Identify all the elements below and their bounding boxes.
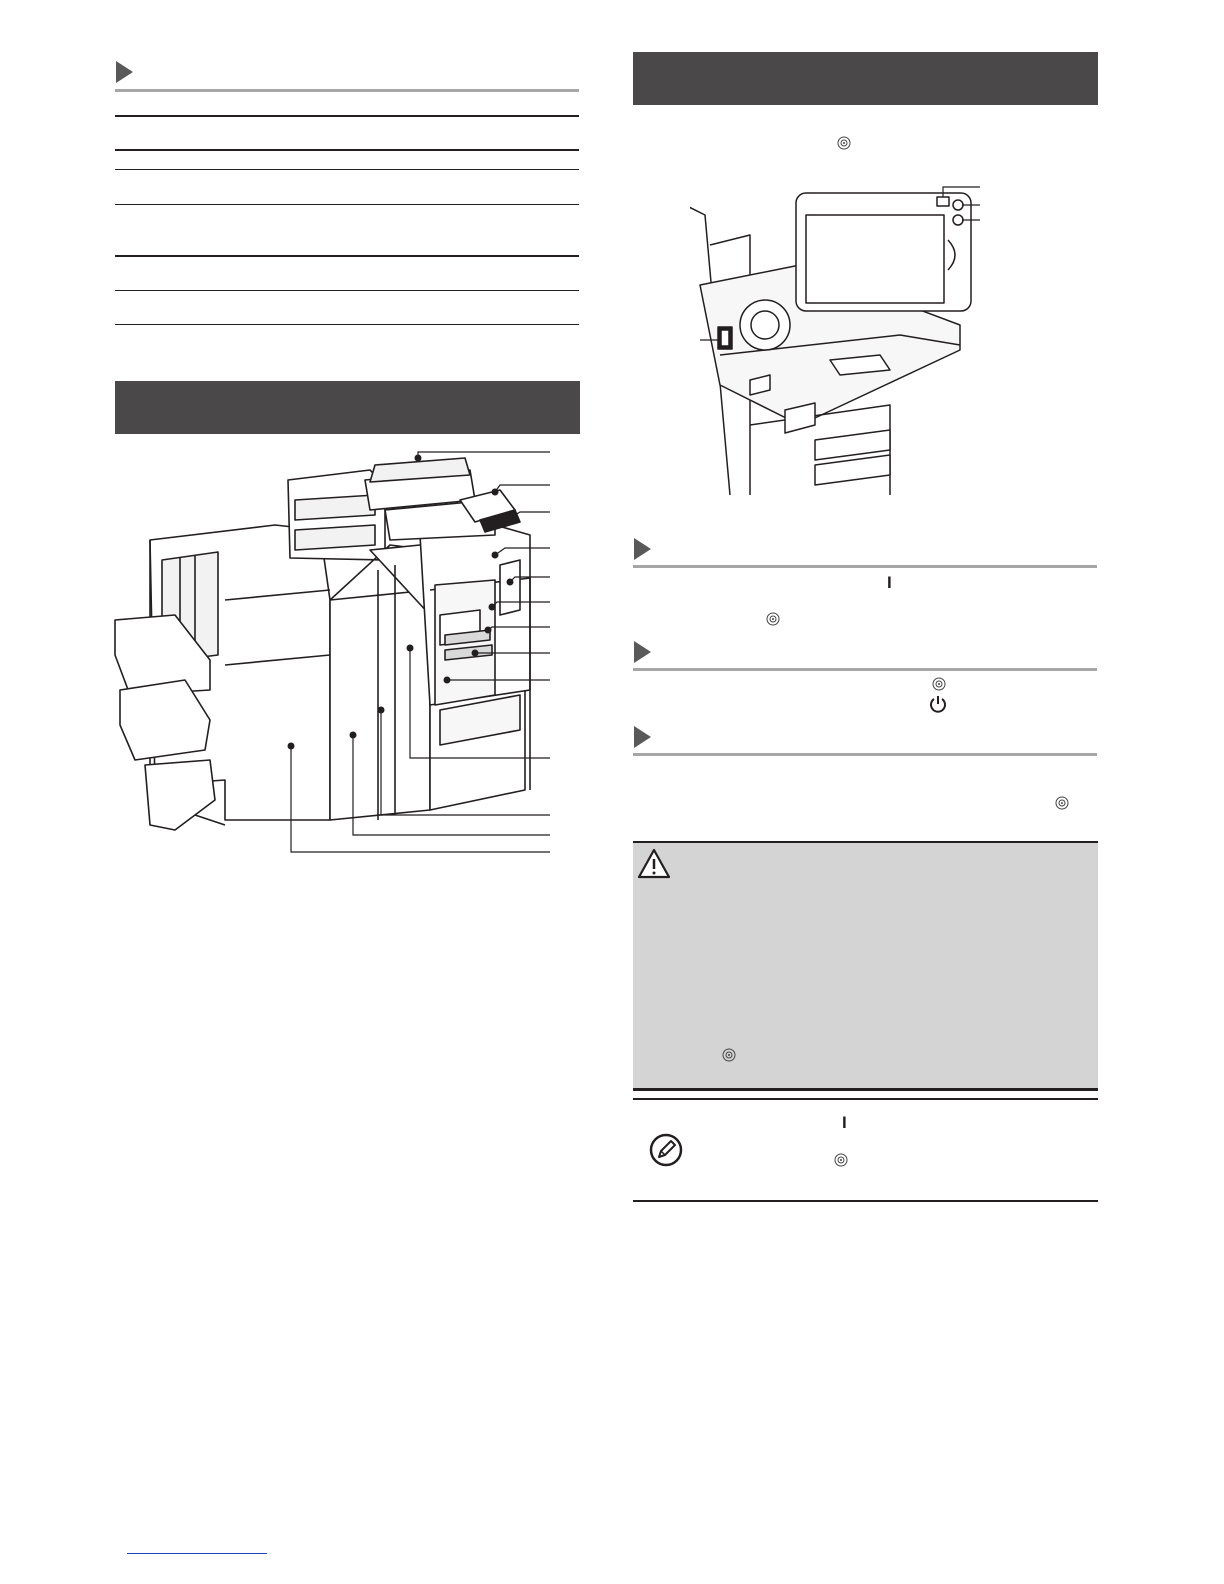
table-rule	[115, 324, 579, 325]
machine-illustration	[100, 440, 560, 870]
power-key-icon	[932, 677, 946, 691]
section-arrow	[634, 538, 651, 560]
footer-link-underline[interactable]	[127, 1553, 267, 1554]
table-rule	[115, 115, 579, 117]
power-key-icon	[722, 1048, 736, 1062]
section-arrow	[634, 641, 651, 663]
power-band	[633, 52, 1098, 105]
table-rule	[115, 149, 579, 151]
power-key-icon	[1055, 796, 1069, 810]
operation-panel-illustration	[690, 175, 990, 500]
header-rule	[115, 89, 579, 92]
power-key-icon	[834, 1153, 848, 1167]
table-rule	[115, 169, 579, 170]
main-power-on-symbol: I	[887, 573, 892, 592]
section-rule	[633, 753, 1097, 756]
part-names-band	[115, 381, 580, 434]
table-rule	[115, 255, 579, 257]
table-rule	[115, 290, 579, 291]
table-rule	[115, 204, 579, 205]
section-arrow	[116, 61, 133, 83]
power-symbol-icon	[928, 694, 948, 714]
power-key-icon	[766, 612, 780, 626]
section-rule	[633, 565, 1097, 568]
caution-box	[633, 841, 1098, 1091]
section-arrow	[634, 726, 651, 748]
main-power-on-symbol: I	[842, 1113, 847, 1132]
power-key-icon	[837, 136, 851, 150]
section-rule	[633, 668, 1097, 671]
note-box	[633, 1098, 1098, 1202]
pencil-note-icon	[649, 1133, 683, 1167]
caution-triangle-icon	[637, 848, 671, 880]
